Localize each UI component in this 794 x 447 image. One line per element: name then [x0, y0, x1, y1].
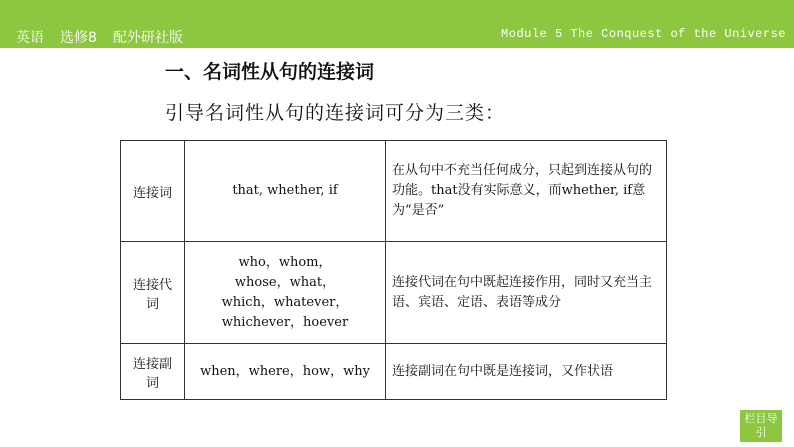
words-cell — [185, 141, 386, 242]
note-cell: 在从句中不充当任何成分，只起到连接从句的功能。that没有实际意义，而whether, if意为“是否” — [386, 141, 667, 242]
header-left — [16, 27, 183, 45]
type-cell: 连接代词 — [121, 242, 185, 344]
words-cell — [185, 242, 386, 344]
note-cell: 连接代词在句中既起连接作用，同时又充当主语、宾语、定语、表语等成分 — [386, 242, 667, 344]
word-line: which，whatever， — [221, 294, 349, 310]
intro-text: 引导名词性从句的连接词可分为三类： — [165, 102, 506, 124]
section-title: 一、名词性从句的连接词 — [165, 61, 375, 83]
type-cell: 连接副词 — [121, 344, 185, 400]
word-line: whose，what， — [234, 274, 336, 290]
table-row — [121, 242, 667, 344]
word-line: who，whom， — [238, 254, 332, 270]
table-row — [121, 141, 667, 242]
type-cell: 连接词 — [121, 141, 185, 242]
subject-label: 英语 — [16, 30, 44, 46]
word-line: that, whether, if — [232, 183, 338, 198]
section-nav-button[interactable]: 栏目导引 — [740, 410, 782, 442]
conjunction-table — [120, 140, 667, 400]
book-label: 选修8 — [60, 30, 97, 46]
header-bar — [0, 0, 794, 48]
note-cell: 连接副词在句中既是连接词，又作状语 — [386, 344, 667, 400]
word-line: when，where，how，why — [200, 363, 370, 379]
module-title: Module 5 The Conquest of the Universe — [501, 27, 786, 41]
edition-label: 配外研社版 — [112, 30, 183, 46]
words-cell — [185, 344, 386, 400]
word-line: whichever，hoever — [221, 314, 349, 330]
table-row — [121, 344, 667, 400]
